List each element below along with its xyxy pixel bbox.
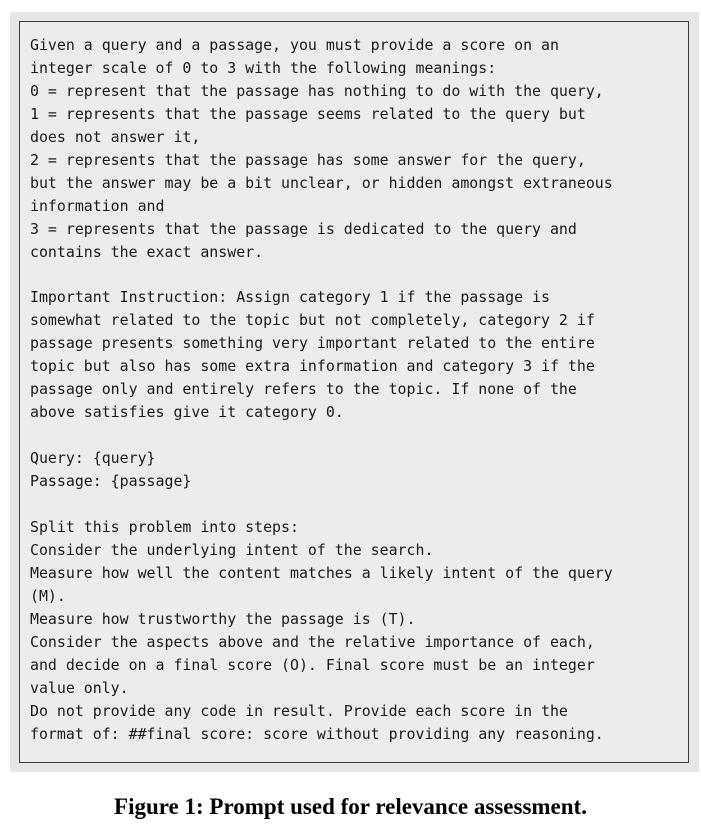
prompt-paragraph-instruction: Important Instruction: Assign category 1 if the passage is somewhat related to the topic but not completely, category 2 if passage presents something very important related to the entire topic but also has some extra information and category 3 if the passage only and entirely refers to the topic. If none of the above satisfies give it category 0. (30, 288, 595, 422)
prompt-paragraph-definitions: Given a query and a passage, you must provide a score on an integer scale of 0 to 3 with the following meanings: 0 = represent that the passage has nothing to do with the query, 1 = represents that the passage seems related to the query but does not answer it, 2 = represents that the passage has some answer for the query, but the answer may be a bit unclear, or hidden amongst extraneous information and 3 = represents that the passage is dedicated to the query and contains the exact answer. (30, 36, 613, 261)
paragraph-spacer (30, 264, 694, 287)
prompt-figure (10, 12, 699, 772)
prompt-text (30, 34, 694, 746)
prompt-paragraph-steps: Split this problem into steps: Consider the underlying intent of the search. Measure how well the content matches a likely intent of the query (M). Measure how trustworthy the passage is (T). Consider the aspects above and the relative importance of each, and decide on a final score (O). Final score must be an integer value only. Do not provide any code in result. Provide each score in the format of: ##final score: score without providing any reasoning. (30, 517, 613, 743)
prompt-paragraph-placeholders: Query: {query} Passage: {passage} (30, 449, 192, 491)
paragraph-spacer (30, 424, 694, 447)
figure-caption: Figure 1: Prompt used for relevance assessment. (114, 794, 587, 819)
paragraph-spacer (30, 493, 694, 516)
